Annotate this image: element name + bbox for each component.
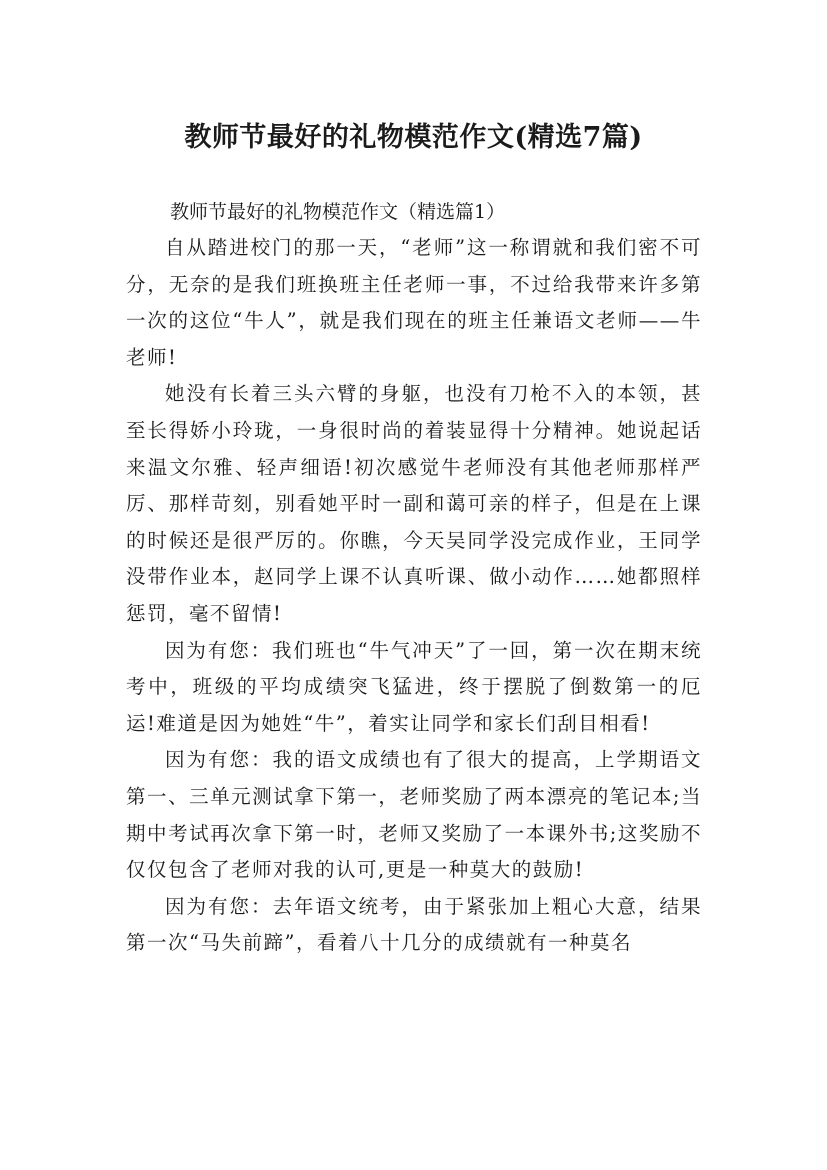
paragraph: 自从踏进校门的那一天，“老师”这一称谓就和我们密不可分，无奈的是我们班换班主任老师一事，不过给我带来许多第一次的这位“牛人”，就是我们现在的班主任兼语文老师——牛老师! — [126, 236, 702, 369]
paragraph: 因为有您：去年语文统考，由于紧张加上粗心大意，结果第一次“马失前蹄”，看着八十几分的成绩就有一种莫名 — [126, 894, 702, 955]
paragraph: 因为有您：我们班也“牛气冲天”了一回，第一次在期末统考中，班级的平均成绩突飞猛进，终于摆脱了倒数第一的厄运!难道是因为她姓“牛”，着实让同学和家长们刮目相看! — [126, 638, 702, 735]
paragraph: 因为有您：我的语文成绩也有了很大的提高，上学期语文第一、三单元测试拿下第一，老师奖励了两本漂亮的笔记本;当期中考试再次拿下第一时，老师又奖励了一本课外书;这奖励不仅仅包含了老师对我的认可,更是一种莫大的鼓励! — [126, 748, 702, 882]
document-body — [126, 194, 702, 962]
section-subtitle: 教师节最好的礼物模范作文（精选篇1） — [170, 201, 506, 223]
paragraph: 她没有长着三头六臂的身躯，也没有刀枪不入的本领，甚至长得娇小玲珑，一身很时尚的着装显得十分精神。她说起话来温文尔雅、轻声细语!初次感觉牛老师没有其他老师那样严厉、那样苛刻，别看她平时一副和蔼可亲的样子，但是在上课的时候还是很严厉的。你瞧，今天吴同学没完成作业，王同学没带作业本，赵同学上课不认真听课、做小动作……她都照样惩罚，毫不留情! — [126, 382, 702, 625]
document-title: 教师节最好的礼物模范作文(精选7篇) — [184, 122, 643, 154]
